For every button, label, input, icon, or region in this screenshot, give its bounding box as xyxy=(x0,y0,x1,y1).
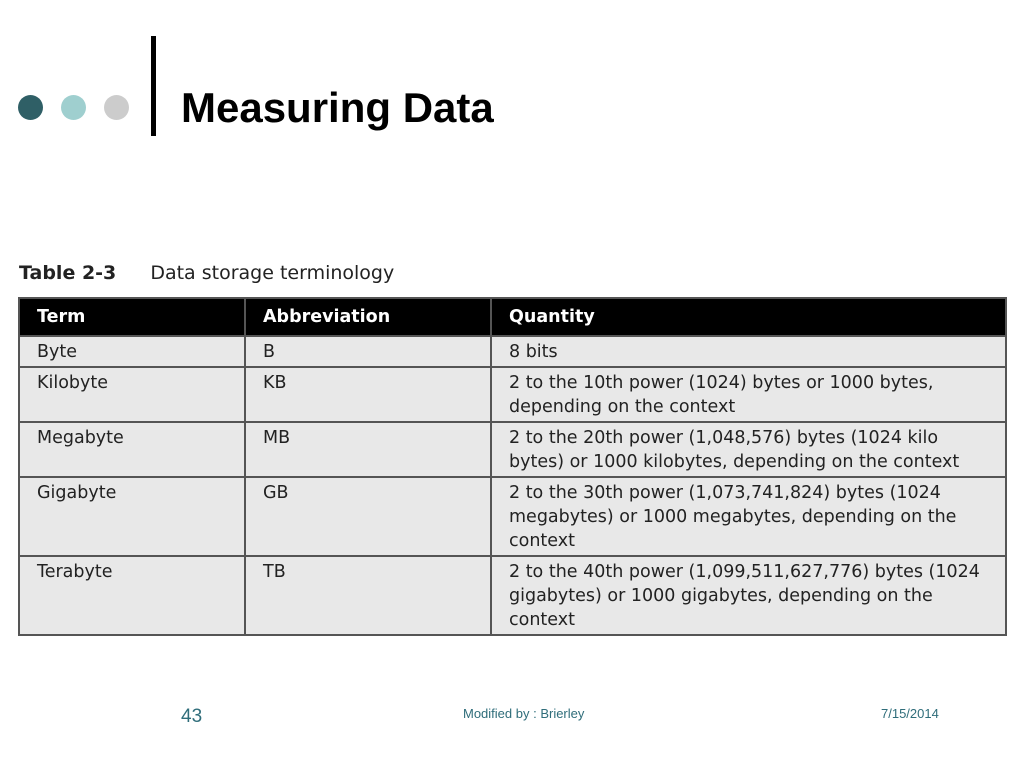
header-abbreviation: Abbreviation xyxy=(245,298,491,336)
decorative-dot-dark xyxy=(18,95,43,120)
slide-title: Measuring Data xyxy=(181,84,494,131)
cell-term: Kilobyte xyxy=(19,367,245,422)
header-term: Term xyxy=(19,298,245,336)
table-row xyxy=(19,367,1006,422)
decorative-dot-gray xyxy=(104,95,129,120)
cell-quantity: 2 to the 10th power (1024) bytes or 1000 bytes, depending on the context xyxy=(491,367,1006,422)
cell-term: Megabyte xyxy=(19,422,245,477)
table-row xyxy=(19,422,1006,477)
cell-abbreviation: TB xyxy=(245,556,491,635)
footer-modified-by: Modified by : Brierley xyxy=(463,706,585,721)
cell-term: Gigabyte xyxy=(19,477,245,556)
cell-abbreviation: B xyxy=(245,336,491,367)
footer-date: 7/15/2014 xyxy=(881,706,939,721)
cell-quantity: 2 to the 20th power (1,048,576) bytes (1024 kilo bytes) or 1000 kilobytes, depending on the context xyxy=(491,422,1006,477)
cell-quantity: 8 bits xyxy=(491,336,1006,367)
cell-term: Byte xyxy=(19,336,245,367)
table-header-row xyxy=(19,298,1006,336)
cell-abbreviation: KB xyxy=(245,367,491,422)
table-caption xyxy=(19,262,394,284)
cell-abbreviation: GB xyxy=(245,477,491,556)
cell-abbreviation: MB xyxy=(245,422,491,477)
title-divider xyxy=(151,36,156,136)
table-number: Table 2-3 xyxy=(19,262,117,284)
slide-number: 43 xyxy=(181,706,203,727)
cell-quantity: 2 to the 40th power (1,099,511,627,776) bytes (1024 gigabytes) or 1000 gigabytes, depending on the context xyxy=(491,556,1006,635)
header-quantity: Quantity xyxy=(491,298,1006,336)
table-row xyxy=(19,556,1006,635)
table-row xyxy=(19,477,1006,556)
table-caption-text: Data storage terminology xyxy=(150,262,395,284)
cell-term: Terabyte xyxy=(19,556,245,635)
cell-quantity: 2 to the 30th power (1,073,741,824) bytes (1024 megabytes) or 1000 megabytes, depending on the context xyxy=(491,477,1006,556)
decorative-dot-light xyxy=(61,95,86,120)
data-storage-table xyxy=(18,297,1007,636)
table-row xyxy=(19,336,1006,367)
